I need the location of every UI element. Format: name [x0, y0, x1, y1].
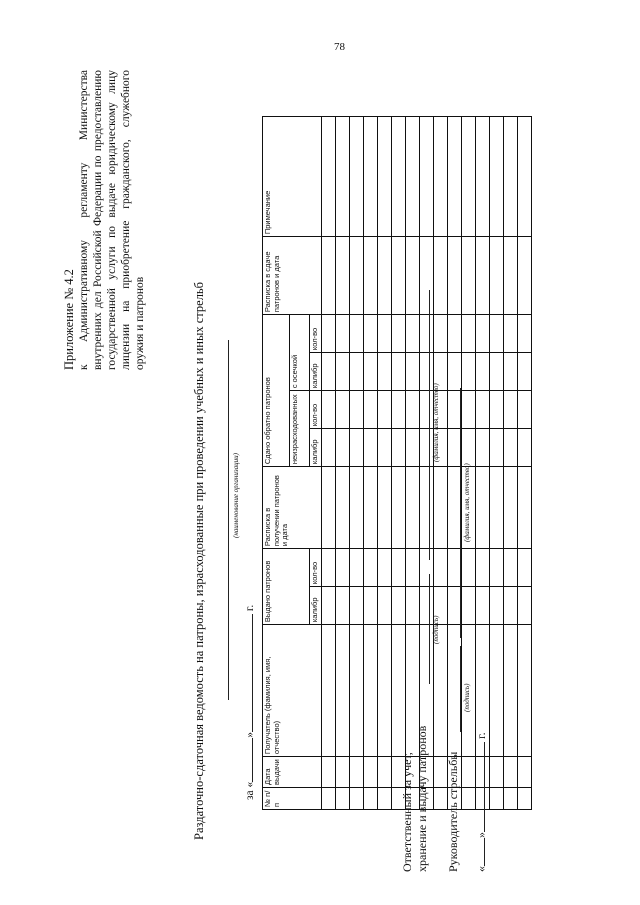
table-cell[interactable] [518, 429, 532, 467]
table-cell[interactable] [378, 391, 392, 429]
document-title: Раздаточно-сдаточная ведомость на патроны, израсходованные при проведении учебных и иных стрельб [192, 282, 206, 840]
header-unused-caliber: калибр [310, 429, 322, 467]
table-cell[interactable] [336, 353, 350, 391]
table-cell[interactable] [504, 237, 518, 315]
header-returned: Сдано обратно патронов [263, 315, 290, 467]
table-cell[interactable] [504, 429, 518, 467]
date-year-suffix: г. [244, 604, 256, 612]
table-cell[interactable] [350, 429, 364, 467]
table-cell[interactable] [504, 587, 518, 625]
table-row [336, 117, 350, 810]
organization-line [228, 340, 229, 700]
table-cell[interactable] [350, 353, 364, 391]
table-cell[interactable] [336, 117, 350, 237]
table-cell[interactable] [350, 237, 364, 315]
table-cell[interactable] [518, 391, 532, 429]
table-cell[interactable] [518, 549, 532, 587]
table-cell[interactable] [350, 788, 364, 810]
sign-date-close: » [474, 832, 488, 838]
head-signature-line[interactable] [460, 646, 461, 732]
table-cell[interactable] [378, 117, 392, 237]
sign-date [474, 732, 489, 872]
table-row [364, 117, 378, 810]
head-signature-caption: (подпись) [463, 683, 471, 712]
header-recipient: Получатель (фамилия, имя, отчество) [263, 625, 322, 757]
header-misfire: с осечкой [290, 315, 310, 391]
head-name-caption: (фамилия, имя, отчество) [463, 463, 471, 542]
table-cell[interactable] [336, 429, 350, 467]
responsible-label-2: хранение и выдачу патронов [415, 725, 429, 872]
table-cell[interactable] [350, 549, 364, 587]
table-cell[interactable] [322, 587, 336, 625]
table-cell[interactable] [504, 315, 518, 353]
header-issued-qty: кол-во [310, 549, 322, 587]
page-number: 78 [334, 41, 345, 53]
table-cell[interactable] [378, 587, 392, 625]
header-issued: Выдано патронов [263, 549, 310, 625]
table-cell[interactable] [322, 117, 336, 237]
header-unused-qty: кол-во [310, 391, 322, 429]
table-cell[interactable] [364, 237, 378, 315]
table-row [378, 117, 392, 810]
table-cell[interactable] [364, 587, 378, 625]
table-cell[interactable] [518, 117, 532, 237]
table-cell[interactable] [322, 391, 336, 429]
rotated-form [60, 40, 500, 900]
table-row [350, 117, 364, 810]
table-cell[interactable] [336, 625, 350, 757]
table-cell[interactable] [504, 757, 518, 788]
table-cell[interactable] [364, 353, 378, 391]
header-num: № п/п [263, 788, 322, 810]
table-cell[interactable] [322, 788, 336, 810]
table-cell[interactable] [378, 757, 392, 788]
responsible-signature-caption: (подпись) [432, 615, 440, 644]
header-misfire-qty: кол-во [310, 315, 322, 353]
table-cell[interactable] [378, 429, 392, 467]
table-cell[interactable] [518, 587, 532, 625]
table-cell[interactable] [364, 788, 378, 810]
table-cell[interactable] [322, 757, 336, 788]
responsible-signature-line[interactable] [429, 574, 430, 684]
table-cell[interactable] [350, 467, 364, 549]
table-cell[interactable] [336, 788, 350, 810]
appendix-number: Приложение № 4.2 [62, 269, 76, 370]
header-misfire-caliber: калибр [310, 353, 322, 391]
table-cell[interactable] [378, 788, 392, 810]
date-prefix: за « [244, 781, 256, 800]
table-cell[interactable] [364, 625, 378, 757]
header-receipt: Расписка в получении патронов и дата [263, 467, 322, 549]
date-period [244, 605, 256, 800]
appendix-block [62, 70, 147, 370]
table-cell[interactable] [364, 117, 378, 237]
table-cell[interactable] [504, 549, 518, 587]
table-cell[interactable] [322, 237, 336, 315]
table-cell[interactable] [336, 315, 350, 353]
table-cell[interactable] [336, 587, 350, 625]
responsible-name-caption: (фамилия, имя, отчество) [432, 383, 440, 462]
header-issued-caliber: калибр [310, 587, 322, 625]
table-cell[interactable] [518, 315, 532, 353]
table-cell[interactable] [322, 429, 336, 467]
signature-block [400, 52, 500, 872]
sign-date-day-line[interactable] [484, 838, 485, 866]
table-cell[interactable] [518, 788, 532, 810]
table-cell[interactable] [336, 467, 350, 549]
table-cell[interactable] [350, 757, 364, 788]
table-cell[interactable] [378, 549, 392, 587]
responsible-label-1: Ответственный за учет, [400, 752, 414, 872]
table-cell[interactable] [518, 237, 532, 315]
table-cell[interactable] [504, 353, 518, 391]
table-cell[interactable] [364, 467, 378, 549]
table-cell[interactable] [350, 315, 364, 353]
table-cell[interactable] [378, 237, 392, 315]
table-cell[interactable] [336, 237, 350, 315]
table-cell[interactable] [378, 467, 392, 549]
organization-caption: (наименование организации) [232, 453, 240, 538]
table-cell[interactable] [336, 757, 350, 788]
header-unused: неизрасходованных [290, 391, 310, 467]
responsible-name-line[interactable] [429, 290, 430, 560]
table-row [518, 117, 532, 810]
table-cell[interactable] [518, 353, 532, 391]
date-month-line [252, 614, 253, 732]
date-quote-close: » [244, 731, 256, 738]
table-cell[interactable] [504, 788, 518, 810]
sign-date-suffix: г. [474, 732, 488, 739]
table-cell[interactable] [322, 467, 336, 549]
table-cell[interactable] [504, 467, 518, 549]
table-cell[interactable] [322, 549, 336, 587]
sign-date-month-line[interactable] [484, 742, 485, 832]
table-cell[interactable] [504, 625, 518, 757]
table-cell[interactable] [322, 315, 336, 353]
head-label: Руководитель стрельбы [446, 751, 460, 872]
table-cell[interactable] [378, 315, 392, 353]
table-cell[interactable] [350, 117, 364, 237]
table-cell[interactable] [364, 315, 378, 353]
table-cell[interactable] [350, 391, 364, 429]
table-cell[interactable] [336, 549, 350, 587]
header-date: Дата выдачи [263, 757, 322, 788]
table-cell[interactable] [378, 625, 392, 757]
header-return-receipt: Расписка в сдаче патронов и дата [263, 237, 322, 315]
table-cell[interactable] [336, 391, 350, 429]
table-cell[interactable] [350, 587, 364, 625]
table-cell[interactable] [350, 625, 364, 757]
table-cell[interactable] [364, 549, 378, 587]
table-cell[interactable] [518, 625, 532, 757]
table-row [322, 117, 336, 810]
table-cell[interactable] [518, 467, 532, 549]
table-cell[interactable] [518, 757, 532, 788]
table-cell[interactable] [364, 391, 378, 429]
head-name-line[interactable] [460, 388, 461, 638]
table-cell[interactable] [378, 353, 392, 391]
sign-date-open: « [474, 866, 488, 872]
table-cell[interactable] [364, 757, 378, 788]
table-row [504, 117, 518, 810]
header-note: Примечание [263, 117, 322, 237]
table-cell[interactable] [504, 391, 518, 429]
date-day-line [252, 738, 253, 782]
table-cell[interactable] [322, 625, 336, 757]
table-cell[interactable] [322, 353, 336, 391]
table-cell[interactable] [504, 117, 518, 237]
table-cell[interactable] [364, 429, 378, 467]
appendix-text: к Административному регламенту Министерства внутренних дел Российской Федерации по предоставлению государственной услуги по выдаче юридическому лицу лицензии на приобретение гражданского, служебного оружия и патронов [78, 70, 146, 370]
